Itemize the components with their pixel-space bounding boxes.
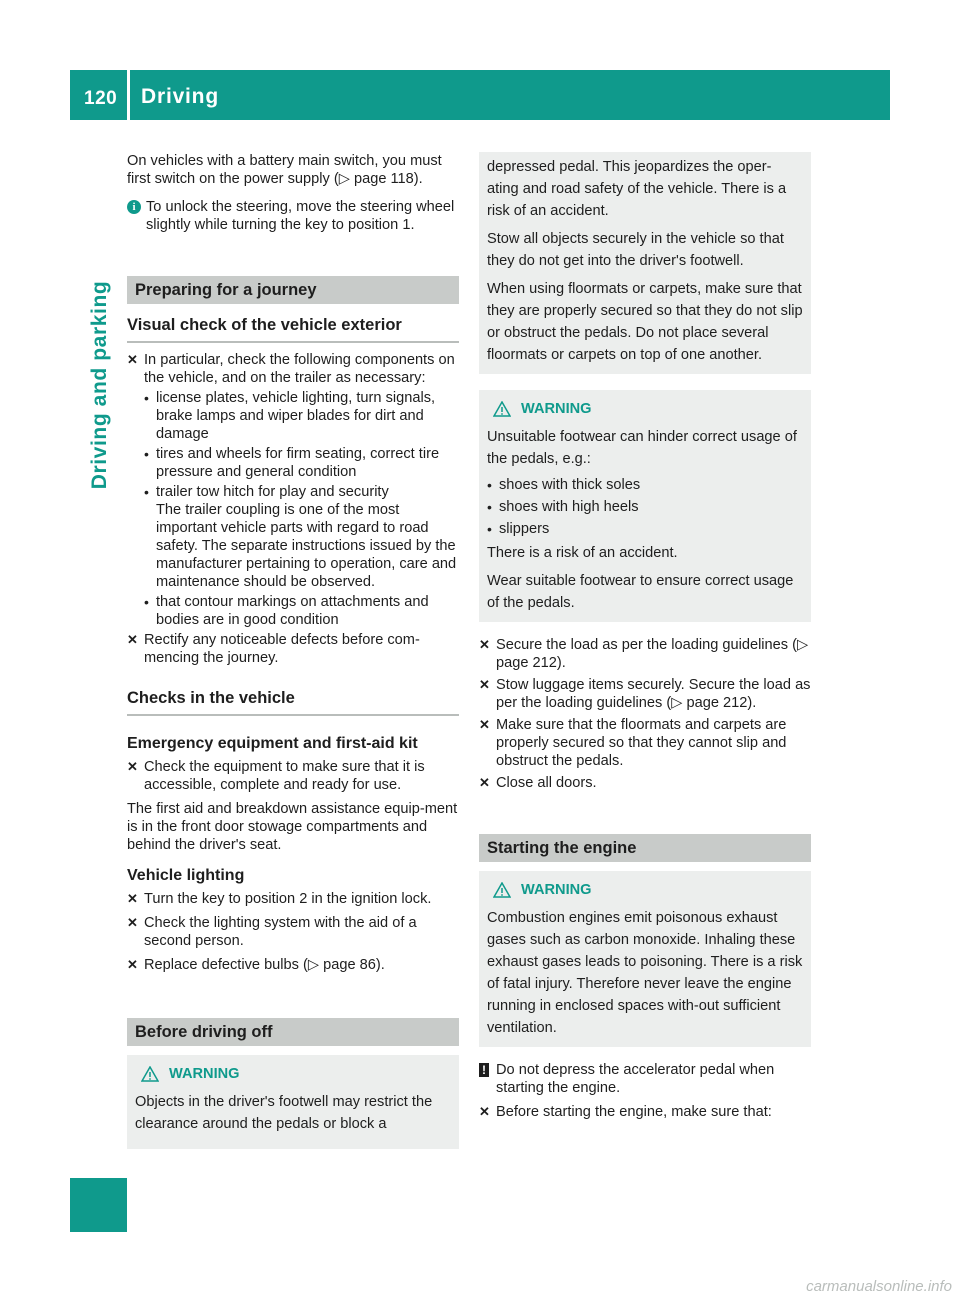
header-divider	[127, 70, 130, 120]
bullet-item	[487, 498, 803, 516]
info-note	[127, 198, 459, 234]
step-text: Check the equipment to make sure that it is accessible, complete and ready for use.	[144, 759, 425, 793]
trailer-note: The trailer coupling is one of the most important vehicle parts with regard to road safety. The separate instructions issued by the manufacturer pertaining to operation, care and maintenance should be observed.	[156, 502, 457, 590]
bullet-text: trailer tow hitch for play and security	[156, 484, 389, 500]
step-text: Replace defective bulbs (▷ page 86).	[144, 957, 385, 973]
bullet-text: that contour markings on attachments and bodies are in good condition	[156, 594, 429, 628]
heading-vehicle-lighting: Vehicle lighting	[127, 867, 245, 884]
bullet-icon: •	[487, 521, 492, 537]
warning-text: When using floormats or carpets, make sure that they are properly secured so that they do not slip or obstruct the pedals. Do not place several floormats or carpets on top of one another.	[487, 281, 803, 363]
warning-triangle-icon	[493, 401, 511, 417]
step-item	[479, 716, 811, 770]
step-arrow-icon: ✕	[479, 677, 490, 692]
bullet-icon: •	[144, 446, 149, 462]
step-arrow-icon: ✕	[479, 717, 490, 732]
bullet-text-group	[156, 483, 459, 591]
step-item	[127, 351, 459, 387]
heading-emergency-equipment: Emergency equipment and first-aid kit	[127, 735, 418, 752]
warning-text: depressed pedal. This jeopardizes the oper-ating and road safety of the vehicle. There is a risk of an accident.	[487, 159, 787, 219]
bullet-text: shoes with thick soles	[499, 477, 641, 493]
step-arrow-icon: ✕	[127, 759, 138, 774]
left-column	[127, 152, 459, 1149]
notice-text: Do not depress the accelerator pedal when starting the engine.	[496, 1062, 775, 1096]
bullet-icon: •	[487, 477, 492, 493]
bullet-text: tires and wheels for firm seating, correct tire pressure and general condition	[156, 446, 440, 480]
intro-paragraph: On vehicles with a battery main switch, you must first switch on the power supply (▷ page 118).	[127, 153, 442, 187]
bullet-item	[144, 483, 459, 591]
side-section-label	[84, 250, 124, 530]
step-text: Before starting the engine, make sure that:	[496, 1104, 772, 1120]
step-item	[479, 676, 811, 712]
chapter-title: Driving	[141, 85, 219, 108]
step-text: Make sure that the floormats and carpets are properly secured so that they cannot slip and obstruct the pedals.	[496, 717, 787, 769]
step-item	[127, 956, 459, 974]
step-item	[479, 636, 811, 672]
step-arrow-icon: ✕	[127, 957, 138, 972]
warning-box-footwear	[479, 390, 811, 622]
bullet-icon: •	[144, 484, 149, 500]
step-text: Secure the load as per the loading guidelines (▷ page 212).	[496, 637, 809, 671]
side-label-text: Driving and parking	[88, 280, 111, 490]
bullet-icon: •	[144, 594, 149, 610]
warning-label: WARNING	[521, 882, 592, 898]
warning-box-exhaust	[479, 871, 811, 1047]
warning-text: Combustion engines emit poisonous exhaust gases such as carbon monoxide. Inhaling these exhaust gases leads to poisoning. There is a risk of fatal injury. Therefore never leave the engine running in enclosed spaces with-out sufficient ventilation.	[487, 910, 803, 1036]
notice-item	[479, 1061, 811, 1097]
step-text: Check the lighting system with the aid of a second person.	[144, 915, 417, 949]
watermark: carmanualsonline.info	[806, 1278, 952, 1295]
step-text: Turn the key to position 2 in the ignition lock.	[144, 891, 432, 907]
warning-text: Wear suitable footwear to ensure correct usage of the pedals.	[487, 573, 794, 611]
right-column	[479, 152, 811, 1123]
warning-text: There is a risk of an accident.	[487, 545, 678, 561]
warning-label: WARNING	[521, 401, 592, 417]
bullet-icon: •	[144, 390, 149, 406]
bullet-text: slippers	[499, 521, 550, 537]
warning-text: Objects in the driver's footwell may restrict the clearance around the pedals or block a	[135, 1094, 433, 1132]
step-item	[127, 914, 459, 950]
step-item	[127, 631, 459, 667]
heading-checks-in-vehicle: Checks in the vehicle	[127, 687, 459, 716]
bullet-item	[144, 445, 459, 481]
step-text: In particular, check the following components on the vehicle, and on the trailer as necessary:	[144, 352, 455, 386]
page-number: 120	[84, 88, 118, 109]
step-text: Stow luggage items securely. Secure the load as per the loading guidelines (▷ page 212).	[496, 677, 811, 711]
warning-triangle-icon	[141, 1066, 159, 1082]
bullet-item	[144, 593, 459, 629]
step-item	[127, 890, 459, 908]
step-text: Close all doors.	[496, 775, 597, 791]
warning-box-continued	[479, 152, 811, 374]
step-arrow-icon: ✕	[127, 352, 138, 367]
exclamation-icon: !	[479, 1063, 489, 1077]
step-item	[479, 774, 811, 792]
step-item	[479, 1103, 811, 1121]
step-arrow-icon: ✕	[127, 915, 138, 930]
step-arrow-icon: ✕	[479, 637, 490, 652]
section-bar-preparing: Preparing for a journey	[127, 276, 459, 304]
warning-title	[487, 881, 803, 899]
bullet-item	[487, 520, 803, 538]
bullet-item	[487, 476, 803, 494]
step-arrow-icon: ✕	[127, 632, 138, 647]
step-item	[127, 758, 459, 794]
first-aid-paragraph: The first aid and breakdown assistance equip-ment is in the front door stowage compartments and behind the driver's seat.	[127, 801, 458, 853]
warning-text: Unsuitable footwear can hinder correct usage of the pedals, e.g.:	[487, 429, 797, 467]
step-arrow-icon: ✕	[479, 775, 490, 790]
warning-title	[135, 1065, 451, 1083]
heading-visual-check: Visual check of the vehicle exterior	[127, 314, 459, 343]
info-text: To unlock the steering, move the steering wheel slightly while turning the key to position 1.	[146, 199, 455, 233]
warning-box	[127, 1055, 459, 1149]
step-arrow-icon: ✕	[479, 1104, 490, 1119]
side-tab-marker	[70, 1178, 127, 1232]
warning-label: WARNING	[169, 1066, 240, 1082]
bullet-text: license plates, vehicle lighting, turn signals, brake lamps and wiper blades for dirt and damage	[156, 390, 436, 442]
step-text: Rectify any noticeable defects before com-mencing the journey.	[144, 632, 420, 666]
bullet-icon: •	[487, 499, 492, 515]
warning-title	[487, 400, 803, 418]
info-icon: i	[127, 200, 141, 214]
warning-triangle-icon	[493, 882, 511, 898]
bullet-item	[144, 389, 459, 443]
step-arrow-icon: ✕	[127, 891, 138, 906]
bullet-list	[127, 389, 459, 629]
bullet-text: shoes with high heels	[499, 499, 639, 515]
warning-text: Stow all objects securely in the vehicle so that they do not get into the driver's footwell.	[487, 231, 784, 269]
section-bar-before-driving: Before driving off	[127, 1018, 459, 1046]
section-bar-starting-engine: Starting the engine	[479, 834, 811, 862]
